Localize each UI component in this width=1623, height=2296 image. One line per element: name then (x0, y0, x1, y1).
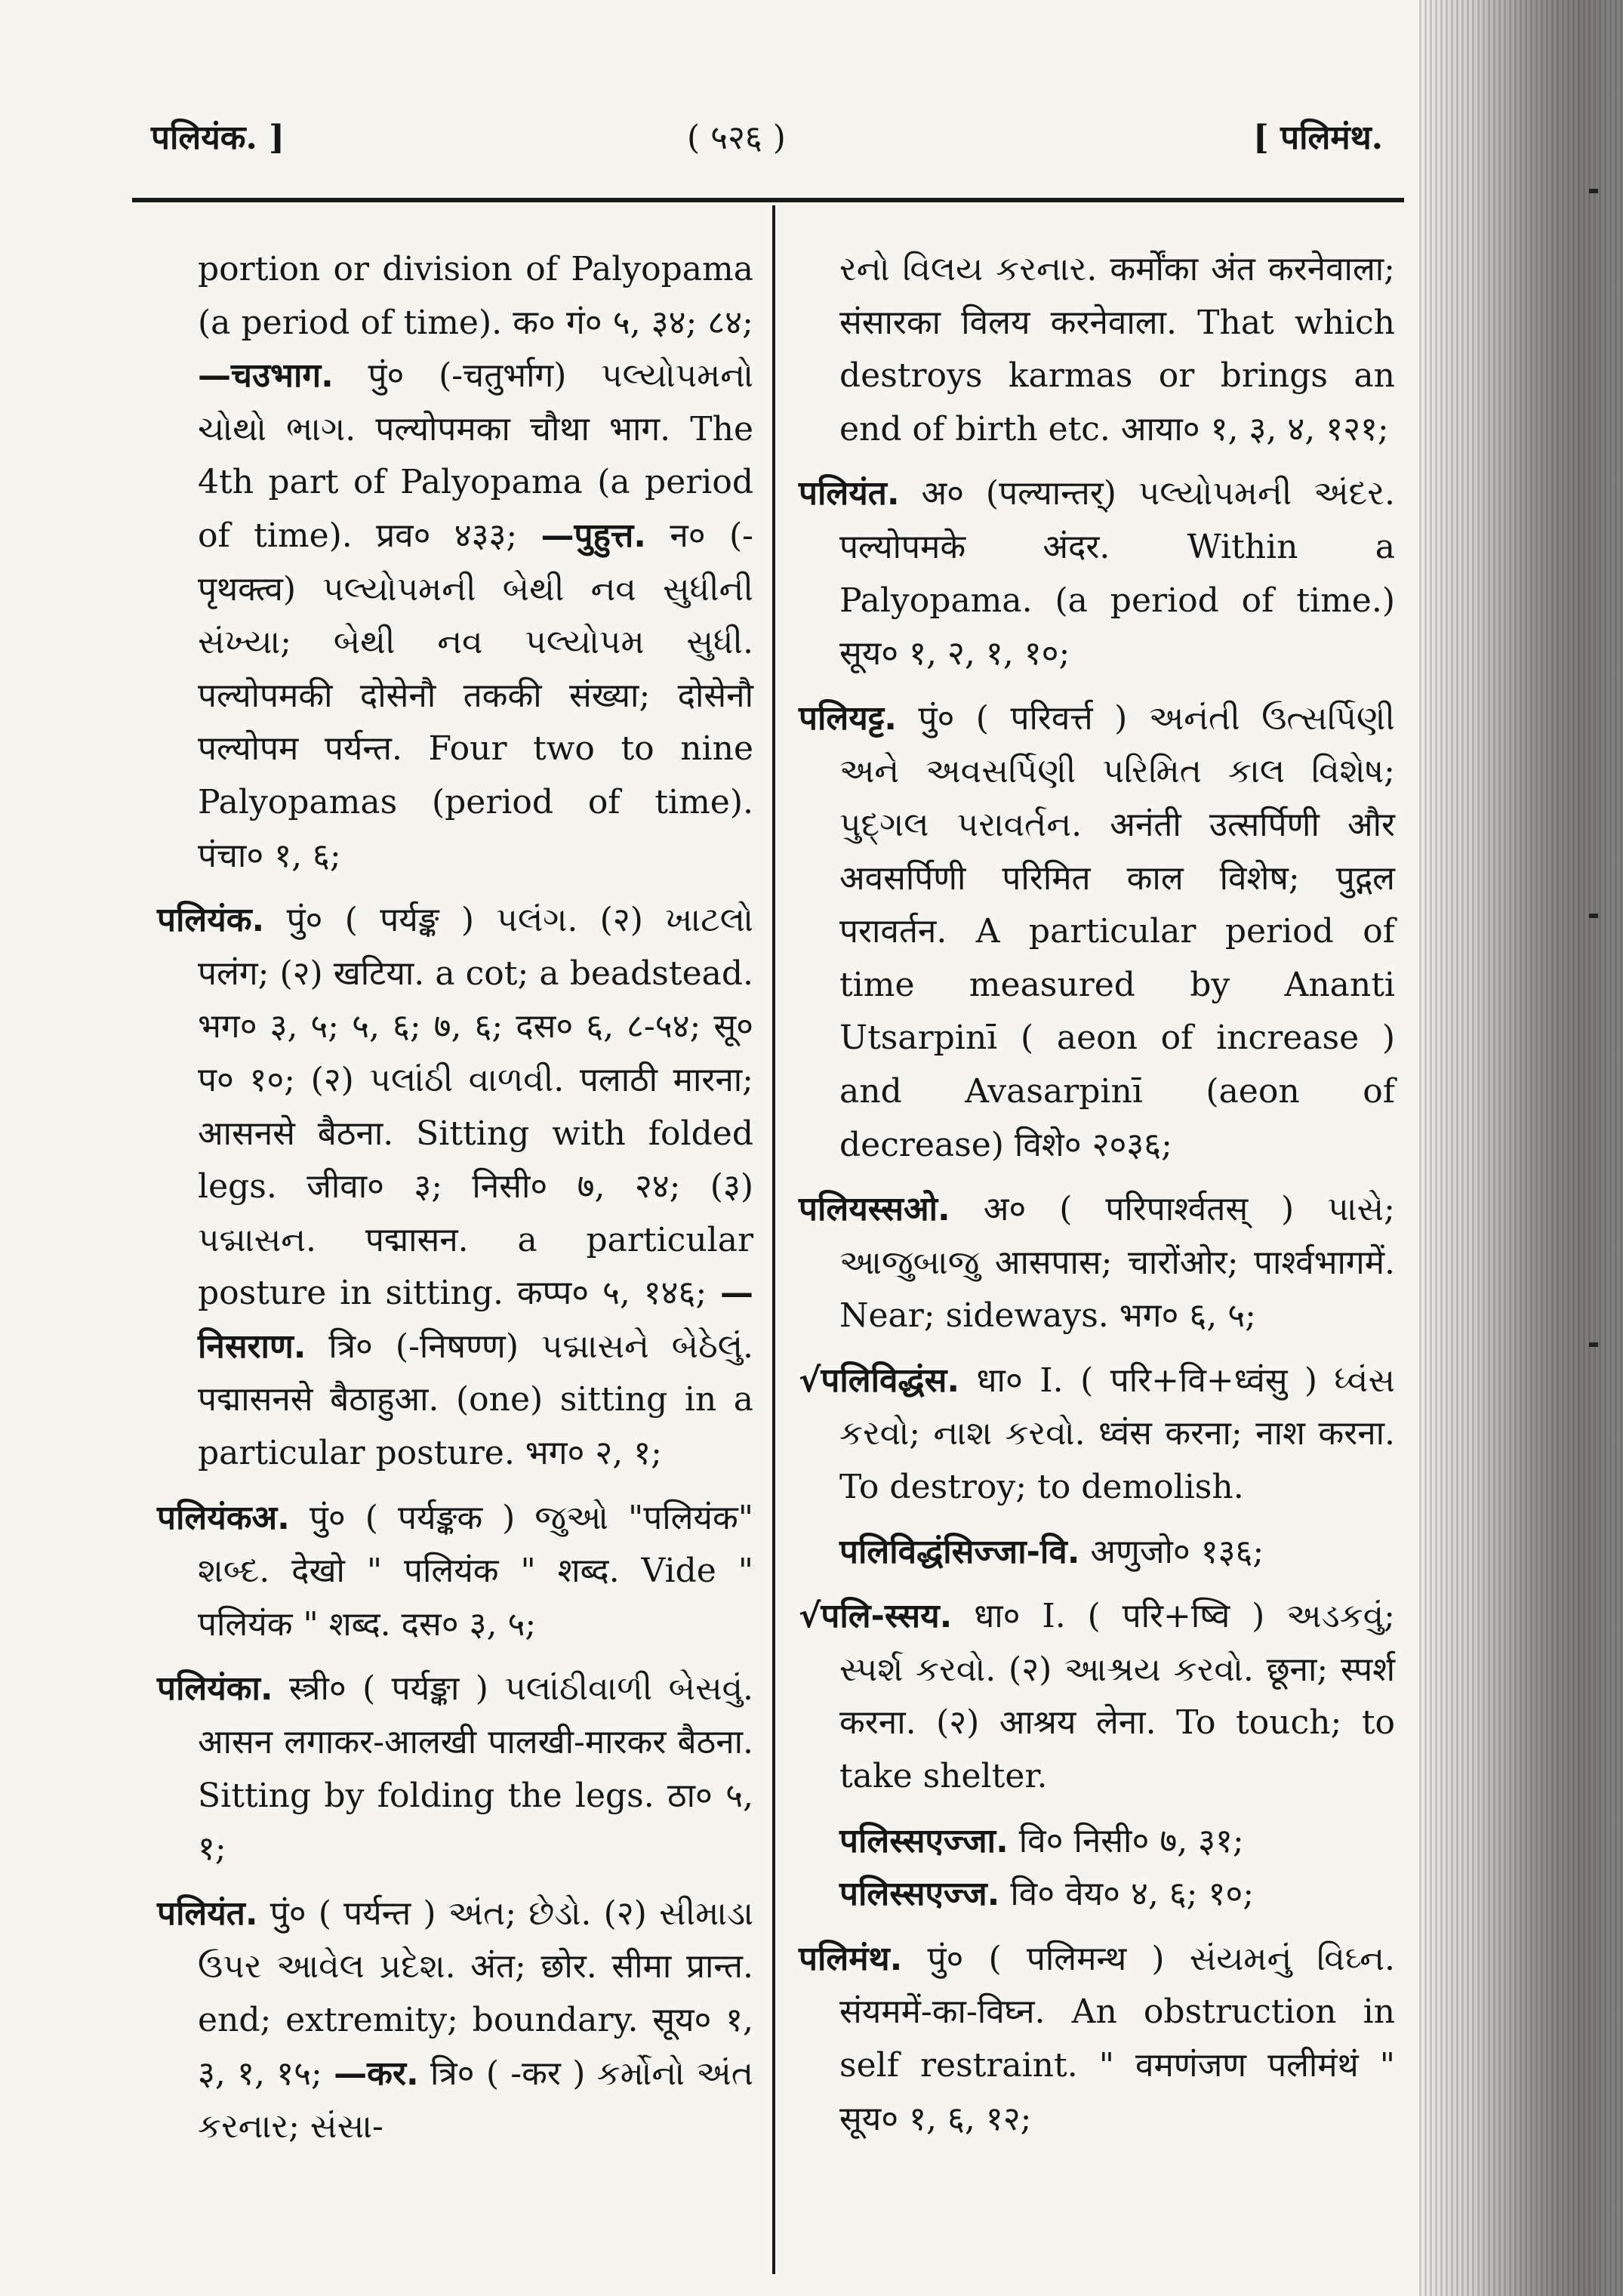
sub-headword: पलिस्सएज्जा. (839, 1821, 1009, 1860)
headword: पलियट्ट. (799, 698, 897, 738)
dictionary-entry: पलियंकअ. पुं० ( पर्यङ्कक ) જુઓ "पलियंक" શબ્દ. देखो " पलियंक " शब्द. Vide " पलियंक " शब्द. दस० ३, ५; (157, 1498, 753, 1644)
right-column (799, 243, 1395, 2157)
entry-continuation: રનો વિલય કરનાર. कर्मोंका अंत करनेवाला; संसारका विलय करनेवाला. That which destroys karmas or brings an end of birth etc. आया० १, ३, ४, १२१; (839, 250, 1395, 448)
dictionary-entry: पलियंत. पुं० ( पर्यन्त ) અંત; છેડો. (२) સીમાડા ઉપર આવેલ પ્રદેશ. अंत; छोर. सीमा प्रान्त. end; extremity; boundary. सूय० १, ३, १, १५; —कर. त्रि० ( -कर ) કર્મોનો અંત કરનાર; સંસા- (157, 1894, 753, 2147)
headword: √पलिविद्धंस. (799, 1361, 960, 1400)
running-head-right: [ पलिमंथ. (1253, 119, 1384, 157)
sub-headword: —कर. (334, 2054, 419, 2093)
dictionary-entry: पलियंका. स्त्री० ( पर्यङ्का ) પલાંઠીવાળી બેસવું. आसन लगाकर-आलखी पालखी-मारकर बैठना. Sitting by folding the legs. ठा० ५, १; (157, 1669, 753, 1869)
running-head-left: पलियंक. ] (151, 119, 285, 157)
dictionary-entry: √पलि-स्सय. धा० I. ( परि+ष्वि ) અડકવું; સ્પર્શ કરવો. (२) આશ્રય કરવો. छूना; स्पर्श करना. (२) आश्रय लेना. To touch; to take shelter. (799, 1597, 1395, 1796)
verb-form: पलिविद्धंसिज्जा-वि. अणुजो० १३६; (839, 1532, 1264, 1571)
dictionary-entry: पलियट्ट. पुं० ( परिवर्त्त ) અનંતી ઉત્સર્પિણી અને અવસર્પિણી પરિમિત કાલ વિશેષ; પુદ્ગલ પરાવર્તન. अनंती उत्सर्पिणी और अवसर्पिणी परिमित काल विशेष; पुद्गल परावर्तन. A particular period of time measured by Ananti Utsarpinī ( aeon of increase ) and Avasarpinī (aeon of decrease) विशे० २०३६; (799, 698, 1395, 1164)
dictionary-entry: पलियंक. पुं० ( पर्यङ्क ) પલંગ. (२) ખાટલો पलंग; (२) खटिया. a cot; a beadstead. भग० ३, ५; ५, ६; ७, ६; दस० ६, ८-५४; सू० प० १०; (२) પલાંઠી વાળવી. पलाठी मारना; आसनसे बैठना. Sitting with folded legs. जीवा० ३; निसी० ७, २४; (३) પદ્માસન. पद्मासन. a particular posture in sitting. कप्प० ५, १४६; —निसराण. त्रि० (-निषण्ण) પદ્માસને બેઠેલું. पद्मासनसे बैठाहुआ. (one) sitting in a particular posture. भग० २, १; (157, 901, 753, 1473)
column-divider (772, 205, 775, 2274)
dictionary-entry: पलिमंथ. पुं० ( पलिमन्थ ) સંયમનું વિઘ્ન. संयममें-का-विघ्न. An obstruction in self restraint. " वमणंजण पलीमंथं " सूय० १, ६, १२; (799, 1939, 1395, 2138)
scanned-page-edge (1419, 0, 1623, 2296)
dictionary-entry: √पलिविद्धंस. धा० I. ( परि+वि+ध्वंसु ) ધ્વંસ કરવો; નાશ કરવો. ध्वंस करना; नाश करना. To destroy; to demolish. (799, 1361, 1395, 1507)
headword: पलिमंथ. (799, 1939, 903, 1978)
dictionary-entry: पलियंत. अ० (पल्यान्तर्) પલ્યોપમની અંદર. पल्योपमके अंदर. Within a Palyopama. (a period of time.) सूय० १, २, १, १०; (799, 474, 1395, 673)
headword: पलियंत. (799, 474, 900, 513)
dictionary-entry: पलियस्सओ. अ० ( परिपार्श्वतस् ) પાસે; આજુબાજુ आसपास; चारोंओर; पार्श्वभागमें. Near; sideways. भग० ६, ५; (799, 1190, 1395, 1336)
margin-mark (1589, 1342, 1598, 1347)
page-number: ( ५२६ ) (687, 119, 786, 157)
sub-headword: —चउभाग. (198, 356, 334, 396)
left-column (157, 243, 753, 2165)
margin-mark (1589, 914, 1598, 918)
sub-headword: पलिस्सएज्ज. (839, 1875, 1000, 1914)
verb-form: पलिस्सएज्जा. वि० निसी० ७, ३१; (839, 1821, 1244, 1860)
headword: पलियंका. (157, 1669, 273, 1709)
headword: पलियस्सओ. (799, 1190, 950, 1229)
header-rule (132, 198, 1404, 202)
headword: पलियंत. (157, 1894, 258, 1933)
margin-mark (1589, 189, 1598, 193)
sub-headword: —निसराण. (198, 1274, 753, 1366)
headword: पलियंकअ. (157, 1498, 290, 1537)
headword: √पलि-स्सय. (799, 1597, 953, 1636)
verb-form: पलिस्सएज्ज. वि० वेय० ४, ६; १०; (839, 1875, 1255, 1914)
sub-headword: —पुहुत्त. (540, 516, 647, 555)
sub-headword: पलिविद्धंसिज्जा-वि. (839, 1532, 1080, 1571)
headword: पलियंक. (157, 901, 265, 940)
entry-continuation: portion or division of Palyopama (a period of time). क० गं० ५, ३४; ८४; —चउभाग. पुं० (-चतुर्भाग) પલ્યોપમનો ચોથો ભાગ. पल्योपमका चौथा भाग. The 4th part of Palyopama (a period of time). प्रव० ४३३; —पुहुत्त. न० (-पृथक्त्व) પલ્યોપમની બેથી નવ સુધીની સંખ્યા; બેથી નવ પલ્યોપમ સુધી. पल्योपमकी दोसेनौ तककी संख्या; दोसेनौ पल्योपम पर्यन्त. Four two to nine Palyopamas (period of time). पंचा० १, ६; (198, 250, 753, 875)
